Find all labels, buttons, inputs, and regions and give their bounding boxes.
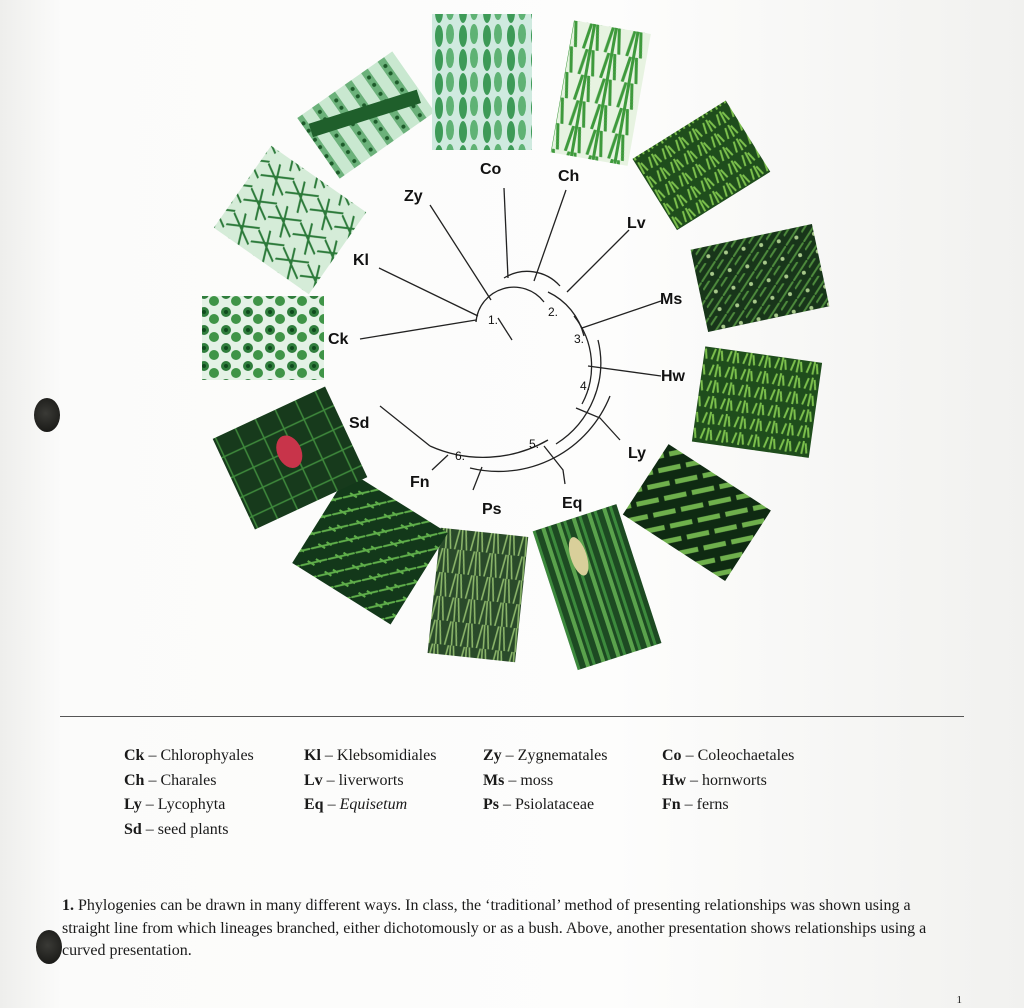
- taxon-label-hw: Hw: [661, 368, 685, 385]
- legend-item-ps: Ps – Psiolataceae: [483, 796, 595, 813]
- tree-branches: [360, 188, 661, 490]
- legend-item-zy: Zy – Zygnematales: [483, 747, 608, 764]
- binder-hole-bottom: [36, 930, 62, 964]
- legend-column-4: [662, 744, 794, 818]
- taxon-label-eq: Eq: [562, 495, 583, 512]
- taxon-label-lv: Lv: [627, 215, 646, 232]
- photo-lv-liverworts: [632, 101, 770, 231]
- photo-ms-moss: [691, 224, 830, 332]
- node-label-3: 3.: [574, 332, 585, 346]
- photo-zy-zygnematales: [297, 51, 434, 178]
- taxon-label-ch: Ch: [558, 168, 580, 185]
- taxon-label-kl: Kl: [353, 252, 369, 269]
- legend-column-1: [124, 744, 254, 842]
- taxon-label-ck: Ck: [328, 331, 349, 348]
- legend-item-ck: Ck – Chlorophyales: [124, 747, 254, 764]
- section-divider: [60, 716, 964, 717]
- photo-ck-chlorophyales: [202, 296, 324, 380]
- photo-ly-lycophyta: [623, 444, 771, 581]
- legend-item-fn: Fn – ferns: [662, 796, 729, 813]
- taxon-label-fn: Fn: [410, 474, 430, 491]
- question-number: 1.: [62, 897, 74, 914]
- node-label-4: 4.: [580, 379, 591, 393]
- legend-item-kl: Kl – Klebsomidiales: [304, 747, 437, 764]
- taxon-label-ps: Ps: [482, 501, 502, 518]
- question-text: Phylogenies can be drawn in many different ways. In class, the ‘traditional’ method of presenting relationships was shown using a straight line from which lineages branched, either dichotomously or as a bush. Above, another presentation shows relationships using a curved presentation.: [62, 897, 927, 959]
- taxon-label-zy: Zy: [404, 188, 423, 205]
- photo-hw-hornworts: [692, 346, 822, 457]
- legend-item-eq: Eq – Equisetum: [304, 796, 408, 813]
- legend-item-co: Co – Coleochaetales: [662, 747, 795, 764]
- legend-item-hw: Hw – hornworts: [662, 771, 767, 789]
- taxon-label-sd: Sd: [349, 415, 370, 432]
- taxon-label-co: Co: [480, 161, 502, 178]
- page-number: 1: [956, 994, 962, 1006]
- legend-item-lv: Lv – liverworts: [304, 771, 404, 789]
- legend-item-ms: Ms – moss: [483, 771, 554, 789]
- legend-item-sd: Sd – seed plants: [124, 820, 229, 838]
- photo-co-coleochaetales: [432, 14, 532, 150]
- legend-column-2: [304, 744, 436, 818]
- node-label-2: 2.: [548, 305, 559, 319]
- node-label-1: 1.: [488, 313, 499, 327]
- photo-ch-charales: [551, 20, 651, 166]
- taxon-label-ly: Ly: [628, 445, 647, 462]
- legend-item-ch: Ch – Charales: [124, 771, 217, 789]
- node-label-5: 5.: [529, 437, 540, 451]
- legend-column-3: [483, 744, 607, 818]
- legend-item-ly: Ly – Lycophyta: [124, 796, 226, 813]
- taxon-label-ms: Ms: [660, 291, 683, 308]
- node-label-6: 6.: [455, 449, 466, 463]
- photo-ps-psilotaceae: [428, 528, 529, 663]
- photo-eq-equisetum: [533, 504, 662, 670]
- question-1: [62, 895, 952, 963]
